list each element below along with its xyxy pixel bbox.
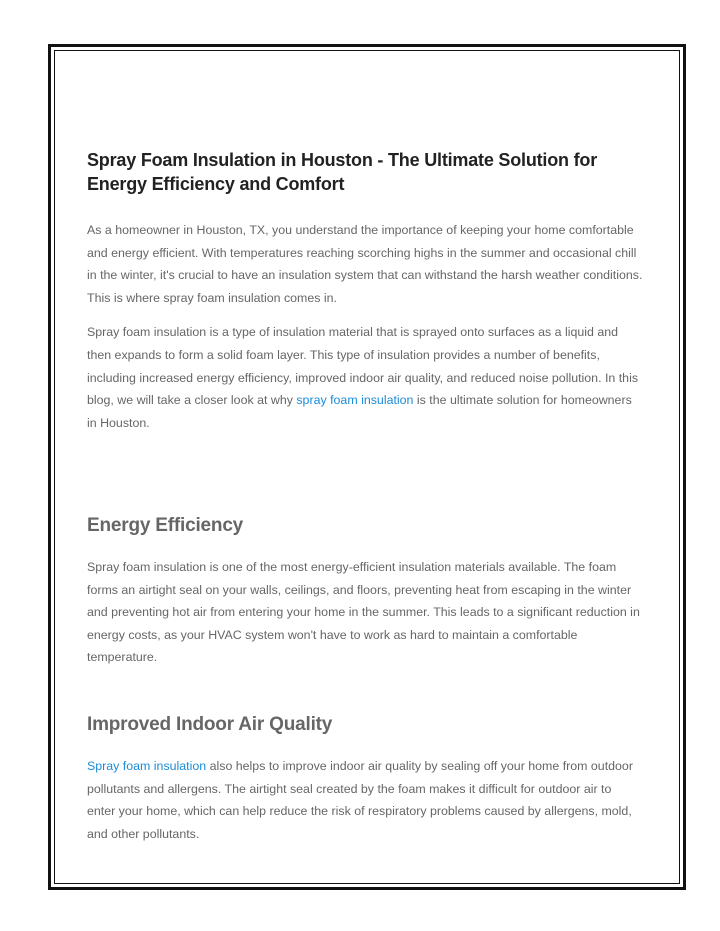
- intro-paragraph-2: [87, 321, 643, 434]
- indoor-air-quality-heading: Improved Indoor Air Quality: [87, 714, 333, 735]
- energy-efficiency-heading: Energy Efficiency: [87, 515, 244, 536]
- indoor-air-quality-text: also helps to improve indoor air quality by sealing off your home from outdoor pollutants and allergens. The airtight seal created by the foam makes it difficult for outdoor air to enter your home, which can help reduce the risk of respiratory problems caused by allergens, mold, and other pollutants.: [87, 759, 633, 841]
- energy-efficiency-paragraph: Spray foam insulation is one of the most energy-efficient insulation materials available. The foam forms an airtight seal on your walls, ceilings, and floors, preventing heat from escaping in the winter and preventing hot air from entering your home in the summer. This leads to a significant reduction in energy costs, as your HVAC system won't have to work as hard to maintain a comfortable temperature.: [87, 560, 640, 665]
- indoor-air-quality-section: [87, 713, 643, 845]
- indoor-air-quality-paragraph: [87, 755, 643, 845]
- page-frame: [48, 44, 686, 890]
- intro-paragraph-2-text: Spray foam insulation is a type of insulation material that is sprayed onto surfaces as a liquid and then expands to form a solid foam layer. This type of insulation provides a number of benefits, including increased energy efficiency, improved indoor air quality, and reduced noise pollution. In this blog, we will take a closer look at why: [87, 325, 639, 408]
- page-title: Spray Foam Insulation in Houston - The Ultimate Solution for Energy Efficiency and Comfort: [87, 150, 598, 194]
- spray-foam-insulation-link[interactable]: spray foam insulation: [296, 393, 414, 408]
- spray-foam-insulation-link-2[interactable]: Spray foam insulation: [87, 759, 207, 773]
- intro-section: [87, 148, 643, 434]
- intro-paragraph-1: As a homeowner in Houston, TX, you understand the importance of keeping your home comfortable and energy efficient. With temperatures reaching scorching highs in the summer and occasional chill in the winter, it's crucial to have an insulation system that can withstand the harsh weather conditions. This is where spray foam insulation comes in.: [87, 223, 643, 305]
- intro-paragraph-2-tail: is the ultimate solution for homeowners in Houston.: [87, 393, 632, 430]
- energy-efficiency-section: [87, 514, 643, 669]
